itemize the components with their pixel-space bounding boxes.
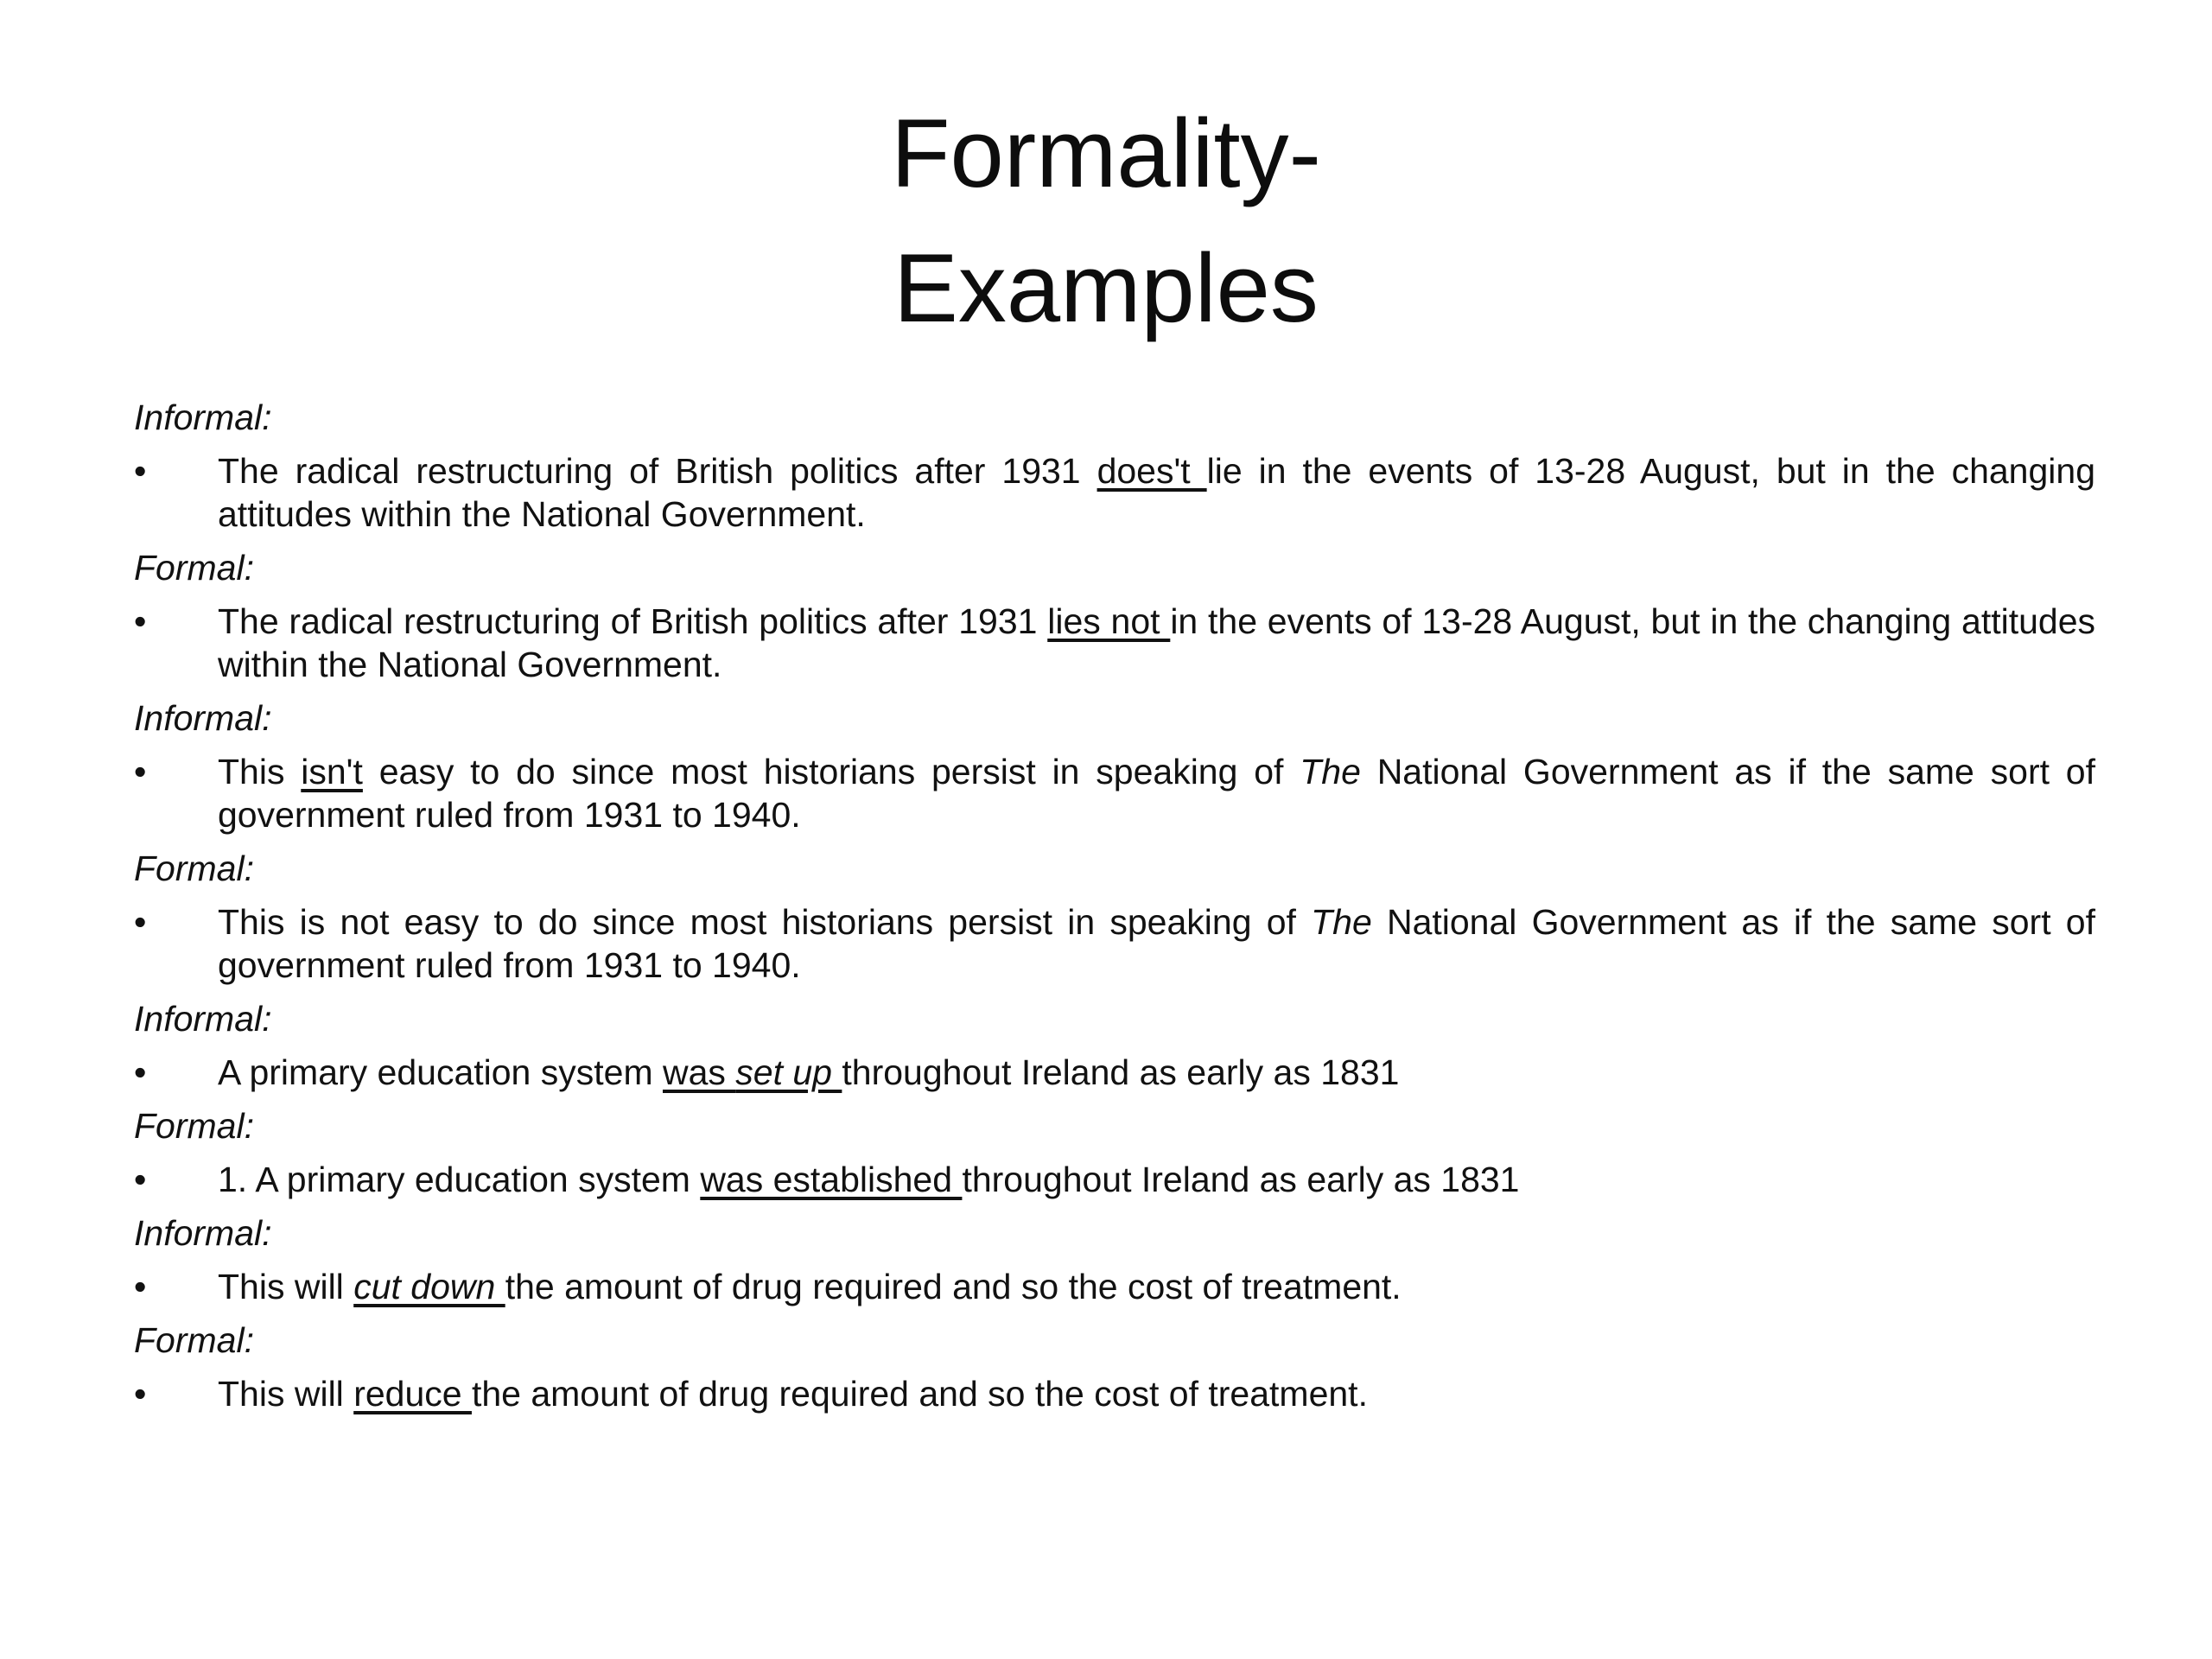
example-item (134, 1265, 2095, 1308)
example-label-formal: Formal: (134, 849, 254, 888)
example-text: The radical restructuring of British politics after 1931 (218, 601, 1048, 641)
bullet-icon: • (134, 1052, 147, 1092)
example-item (134, 1051, 2095, 1094)
example-text: throughout Ireland as early as 1831 (842, 1052, 1400, 1092)
highlighted-phrase: was (662, 1052, 736, 1092)
example-text: National Government as if the same sort of government ruled from 1931 to 1940. (218, 752, 2095, 835)
example-label-formal: Formal: (134, 1320, 254, 1360)
example-text: This will (218, 1267, 354, 1306)
example-text: the amount of drug required and so the cost of treatment. (505, 1267, 1402, 1306)
example-item (134, 1372, 2095, 1415)
bullet-icon: • (134, 1160, 147, 1199)
example-text: This (218, 752, 302, 791)
example-item (134, 900, 2095, 987)
example-label-informal: Informal: (134, 1213, 272, 1253)
bullet-icon: • (134, 902, 147, 942)
example-text: A primary education system (218, 1052, 663, 1092)
highlighted-phrase: does't (1096, 451, 1207, 491)
highlighted-phrase-italic: set up (735, 1052, 842, 1092)
example-item (134, 600, 2095, 686)
example-text: lie in the events of 13-28 August, but in the changing attitudes within the National Government. (218, 451, 2095, 534)
example-label-informal: Informal: (134, 698, 272, 738)
bullet-icon: • (134, 451, 147, 491)
example-text: easy to do since most historians persist in speaking of (362, 752, 1300, 791)
example-label-informal: Informal: (134, 397, 272, 437)
bullet-icon: • (134, 601, 147, 641)
highlighted-phrase-italic: cut down (353, 1267, 505, 1306)
slide-title-line-2: Examples (893, 234, 1319, 342)
highlighted-phrase: lies not (1047, 601, 1171, 641)
example-label-formal: Formal: (134, 1106, 254, 1146)
highlighted-phrase: reduce (353, 1374, 472, 1414)
example-text: in the events of 13-28 August, but in the changing attitudes within the National Government. (218, 601, 2096, 684)
example-text: The radical restructuring of British politics after 1931 (218, 451, 1097, 491)
example-item (134, 449, 2095, 536)
slide-title (0, 86, 2212, 356)
example-text: 1. A primary education system (218, 1160, 701, 1199)
slide-title-line-1: Formality- (891, 99, 1321, 207)
examples-list (134, 396, 2095, 1426)
example-label-formal: Formal: (134, 548, 254, 588)
italic-word: The (1300, 752, 1361, 791)
example-item (134, 750, 2095, 836)
italic-word: The (1311, 902, 1372, 942)
example-text: the amount of drug required and so the cost of treatment. (471, 1374, 1368, 1414)
example-item (134, 1158, 2095, 1201)
example-label-informal: Informal: (134, 999, 272, 1039)
bullet-icon: • (134, 1374, 147, 1414)
example-text: This will (218, 1374, 354, 1414)
example-text: This is not easy to do since most historians persist in speaking of (218, 902, 1312, 942)
highlighted-phrase: isn't (301, 752, 363, 791)
example-text: National Government as if the same sort of government ruled from 1931 to 1940. (218, 902, 2095, 985)
bullet-icon: • (134, 1267, 147, 1306)
example-text: throughout Ireland as early as 1831 (962, 1160, 1520, 1199)
bullet-icon: • (134, 752, 147, 791)
highlighted-phrase: was established (700, 1160, 963, 1199)
